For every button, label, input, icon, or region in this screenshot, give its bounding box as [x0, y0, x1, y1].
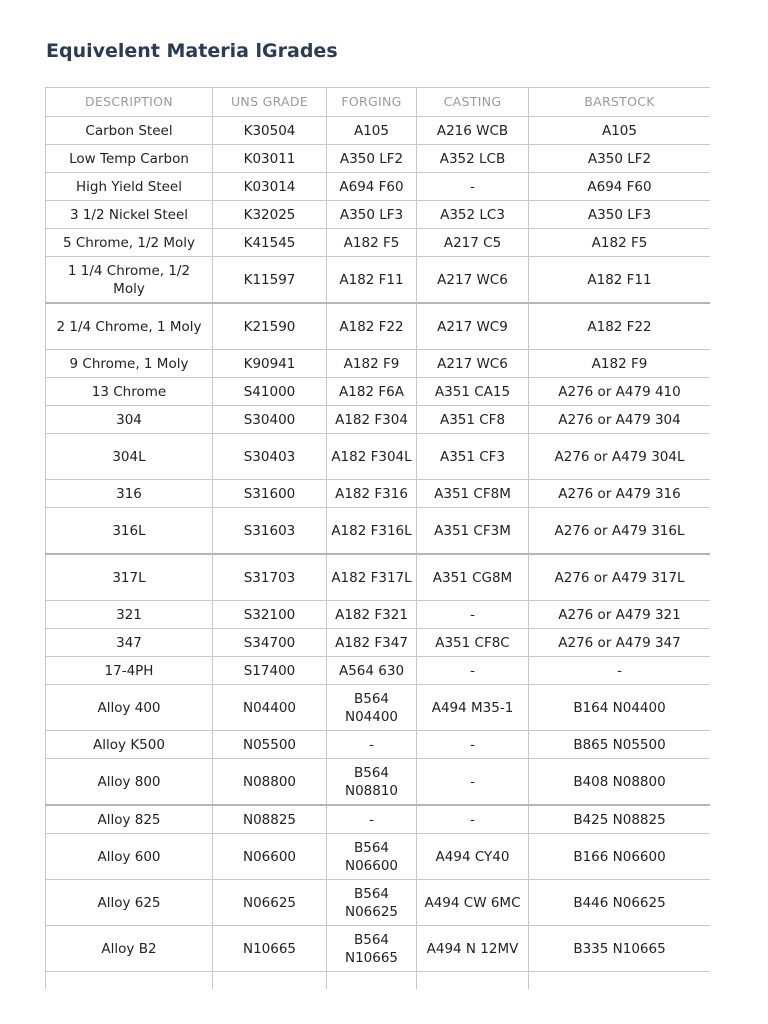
cell-uns-grade: N06600 [213, 834, 327, 880]
table-row [46, 759, 711, 806]
cell-barstock: A182 F11 [529, 257, 711, 304]
table-row [46, 508, 711, 555]
cell-forging: A182 F5 [327, 229, 417, 257]
header-casting: CASTING [417, 88, 529, 117]
cell-casting: A494 N 12MV [417, 926, 529, 972]
cell-uns-grade: S31603 [213, 508, 327, 555]
cell-uns-grade: K21590 [213, 303, 327, 350]
cell-description: Alloy 625 [46, 880, 213, 926]
table-row [46, 805, 711, 834]
cell-description: 304L [46, 434, 213, 480]
cell-forging: A350 LF3 [327, 201, 417, 229]
table-row [46, 880, 711, 926]
cell-description: 9 Chrome, 1 Moly [46, 350, 213, 378]
cell-uns-grade: K41545 [213, 229, 327, 257]
cell-barstock: B166 N06600 [529, 834, 711, 880]
cell-forging: A182 F316L [327, 508, 417, 555]
cell-forging: B564 N06625 [327, 880, 417, 926]
cell-description: High Yield Steel [46, 173, 213, 201]
cell-casting: A351 CF8M [417, 480, 529, 508]
cell-casting: A494 M35-1 [417, 685, 529, 731]
cell-casting: - [417, 601, 529, 629]
cell-description: 304 [46, 406, 213, 434]
cell-uns-grade: N08800 [213, 759, 327, 806]
cell-forging: B564 N04400 [327, 685, 417, 731]
cell-forging: A182 F11 [327, 257, 417, 304]
empty-cell [417, 972, 529, 990]
cell-description: 2 1/4 Chrome, 1 Moly [46, 303, 213, 350]
table-row [46, 117, 711, 145]
cell-casting: A352 LCB [417, 145, 529, 173]
cell-barstock: B425 N08825 [529, 805, 711, 834]
cell-casting: A351 CF8C [417, 629, 529, 657]
table-row [46, 173, 711, 201]
cell-uns-grade: S31600 [213, 480, 327, 508]
cell-description: 13 Chrome [46, 378, 213, 406]
cell-description: Carbon Steel [46, 117, 213, 145]
cell-barstock: A182 F9 [529, 350, 711, 378]
table-row [46, 834, 711, 880]
cell-barstock: B335 N10665 [529, 926, 711, 972]
cell-description: 316 [46, 480, 213, 508]
table-row [46, 434, 711, 480]
cell-barstock: A276 or A479 321 [529, 601, 711, 629]
table-row [46, 554, 711, 601]
cell-description: Alloy 800 [46, 759, 213, 806]
cell-forging: A182 F316 [327, 480, 417, 508]
cell-forging: B564 N06600 [327, 834, 417, 880]
table-row [46, 257, 711, 304]
cell-uns-grade: S30403 [213, 434, 327, 480]
cell-casting: - [417, 173, 529, 201]
cell-description: 316L [46, 508, 213, 555]
cell-barstock: A182 F22 [529, 303, 711, 350]
table-row [46, 229, 711, 257]
cell-uns-grade: S41000 [213, 378, 327, 406]
cell-description: Alloy K500 [46, 731, 213, 759]
table-row [46, 480, 711, 508]
cell-uns-grade: S31703 [213, 554, 327, 601]
cell-description: Alloy 825 [46, 805, 213, 834]
cell-casting: - [417, 731, 529, 759]
cell-forging: B564 N08810 [327, 759, 417, 806]
cell-description: 3 1/2 Nickel Steel [46, 201, 213, 229]
cell-uns-grade: K32025 [213, 201, 327, 229]
cell-barstock: - [529, 657, 711, 685]
cell-uns-grade: N05500 [213, 731, 327, 759]
cell-description: Low Temp Carbon [46, 145, 213, 173]
cell-uns-grade: K03011 [213, 145, 327, 173]
table-row [46, 145, 711, 173]
cell-forging: - [327, 731, 417, 759]
cell-description: 17-4PH [46, 657, 213, 685]
cell-barstock: A105 [529, 117, 711, 145]
cell-barstock: B446 N06625 [529, 880, 711, 926]
cell-forging: B564 N10665 [327, 926, 417, 972]
cell-uns-grade: K03014 [213, 173, 327, 201]
cell-uns-grade: N10665 [213, 926, 327, 972]
empty-cell [46, 972, 213, 990]
header-description: DESCRIPTION [46, 88, 213, 117]
cell-description: Alloy 400 [46, 685, 213, 731]
empty-cell [327, 972, 417, 990]
table-row [46, 731, 711, 759]
cell-forging: A564 630 [327, 657, 417, 685]
page-title: Equivelent Materia lGrades [46, 40, 338, 62]
table-row [46, 378, 711, 406]
cell-uns-grade: N08825 [213, 805, 327, 834]
cell-uns-grade: K11597 [213, 257, 327, 304]
cell-forging: A694 F60 [327, 173, 417, 201]
header-uns-grade: UNS GRADE [213, 88, 327, 117]
cell-forging: A182 F317L [327, 554, 417, 601]
cell-barstock: B408 N08800 [529, 759, 711, 806]
cell-casting: A351 CG8M [417, 554, 529, 601]
table-header-row [46, 88, 711, 117]
cell-description: Alloy 600 [46, 834, 213, 880]
cell-uns-grade: S34700 [213, 629, 327, 657]
cell-forging: A182 F22 [327, 303, 417, 350]
header-forging: FORGING [327, 88, 417, 117]
table-row [46, 350, 711, 378]
cell-forging: - [327, 805, 417, 834]
table-row [46, 657, 711, 685]
cell-casting: A351 CA15 [417, 378, 529, 406]
cell-description: 317L [46, 554, 213, 601]
cell-barstock: A276 or A479 316 [529, 480, 711, 508]
cell-uns-grade: S32100 [213, 601, 327, 629]
cell-forging: A182 F6A [327, 378, 417, 406]
table-row [46, 201, 711, 229]
empty-cell [213, 972, 327, 990]
cell-forging: A182 F9 [327, 350, 417, 378]
cell-casting: A352 LC3 [417, 201, 529, 229]
cell-barstock: B865 N05500 [529, 731, 711, 759]
cell-barstock: A350 LF2 [529, 145, 711, 173]
cell-forging: A182 F347 [327, 629, 417, 657]
cell-casting: A217 WC6 [417, 350, 529, 378]
cell-forging: A182 F321 [327, 601, 417, 629]
cell-description: 1 1/4 Chrome, 1/2 Moly [46, 257, 213, 304]
cell-casting: - [417, 657, 529, 685]
cell-casting: - [417, 759, 529, 806]
cell-casting: A216 WCB [417, 117, 529, 145]
cell-casting: A351 CF3 [417, 434, 529, 480]
cell-uns-grade: K90941 [213, 350, 327, 378]
cell-casting: A351 CF3M [417, 508, 529, 555]
cell-uns-grade: S17400 [213, 657, 327, 685]
cell-uns-grade: N04400 [213, 685, 327, 731]
cell-casting: - [417, 805, 529, 834]
cell-barstock: A276 or A479 304L [529, 434, 711, 480]
cell-uns-grade: K30504 [213, 117, 327, 145]
table-row-empty [46, 972, 711, 990]
cell-forging: A105 [327, 117, 417, 145]
cell-barstock: A182 F5 [529, 229, 711, 257]
cell-barstock: A276 or A479 347 [529, 629, 711, 657]
cell-casting: A217 C5 [417, 229, 529, 257]
cell-barstock: A694 F60 [529, 173, 711, 201]
cell-description: 5 Chrome, 1/2 Moly [46, 229, 213, 257]
empty-cell [529, 972, 711, 990]
cell-casting: A351 CF8 [417, 406, 529, 434]
table-row [46, 406, 711, 434]
table-row [46, 685, 711, 731]
cell-barstock: A276 or A479 410 [529, 378, 711, 406]
cell-barstock: A276 or A479 317L [529, 554, 711, 601]
table-row [46, 629, 711, 657]
cell-casting: A494 CY40 [417, 834, 529, 880]
cell-uns-grade: N06625 [213, 880, 327, 926]
cell-barstock: A350 LF3 [529, 201, 711, 229]
cell-barstock: B164 N04400 [529, 685, 711, 731]
material-grades-table-container [45, 87, 710, 989]
cell-forging: A350 LF2 [327, 145, 417, 173]
cell-barstock: A276 or A479 304 [529, 406, 711, 434]
table-row [46, 926, 711, 972]
cell-casting: A217 WC9 [417, 303, 529, 350]
table-row [46, 601, 711, 629]
cell-description: 347 [46, 629, 213, 657]
cell-casting: A217 WC6 [417, 257, 529, 304]
cell-barstock: A276 or A479 316L [529, 508, 711, 555]
cell-uns-grade: S30400 [213, 406, 327, 434]
cell-description: Alloy B2 [46, 926, 213, 972]
cell-forging: A182 F304 [327, 406, 417, 434]
cell-description: 321 [46, 601, 213, 629]
material-grades-table [45, 87, 710, 989]
header-barstock: BARSTOCK [529, 88, 711, 117]
cell-casting: A494 CW 6MC [417, 880, 529, 926]
cell-forging: A182 F304L [327, 434, 417, 480]
table-row [46, 303, 711, 350]
